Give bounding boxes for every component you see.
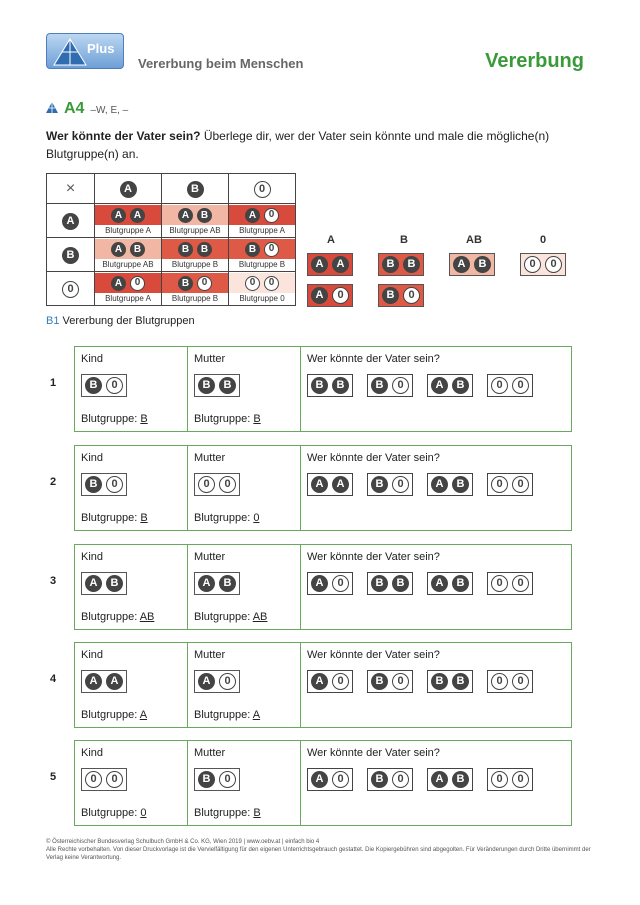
allele-A-icon: A (332, 256, 349, 273)
allele-0-icon: 0 (85, 771, 102, 788)
allele-B-icon: B (371, 771, 388, 788)
blood-group-label: Blutgruppe AB (169, 225, 221, 235)
father-option[interactable] (307, 768, 353, 791)
allele-B-icon: B (371, 377, 388, 394)
mutter-column (188, 545, 301, 629)
legend-chip (520, 253, 566, 276)
vater-question: Wer könnte der Vater sein? (307, 353, 440, 365)
allele-A-icon: A (130, 208, 145, 223)
kind-label: Kind (81, 747, 104, 759)
allele-0-icon: 0 (524, 256, 541, 273)
row-number: 2 (50, 476, 57, 488)
grid-cell (229, 238, 296, 272)
allele-A-icon: A (311, 771, 328, 788)
allele-A-icon: A (453, 256, 470, 273)
legend-label: AB (466, 234, 482, 246)
mutter-blood-group: Blutgruppe: B (194, 413, 261, 425)
allele-B-icon: B (452, 575, 469, 592)
legend-label: 0 (540, 234, 547, 246)
allele-B-icon: B (245, 242, 260, 257)
genotype-pair (95, 273, 161, 293)
task-number: A4 (64, 100, 85, 117)
vater-column (301, 545, 571, 629)
allele-B-icon: B (311, 377, 328, 394)
mutter-label: Mutter (194, 452, 226, 464)
kind-column (75, 545, 188, 629)
legend-chip (449, 253, 495, 276)
triangle-level-icon (46, 102, 58, 113)
allele-0-icon: 0 (106, 476, 123, 493)
allele-0-icon: 0 (491, 771, 508, 788)
allele-0-icon: 0 (491, 476, 508, 493)
allele-0-icon: 0 (491, 575, 508, 592)
kind-column (75, 347, 188, 431)
allele-0-icon: 0 (512, 476, 529, 493)
kind-column (75, 643, 188, 727)
mutter-genotype (194, 768, 240, 791)
genotype-pair (229, 239, 295, 259)
allele-B-icon: B (219, 377, 236, 394)
father-option[interactable] (307, 473, 353, 496)
blood-group-label: Blutgruppe AB (102, 259, 154, 269)
kind-genotype (81, 670, 127, 693)
allele-A-icon: A (62, 213, 79, 230)
grid-cell (95, 238, 162, 272)
allele-B-icon: B (178, 276, 193, 291)
exercise-row (74, 445, 572, 531)
allele-0-icon: 0 (106, 377, 123, 394)
father-option[interactable] (427, 670, 473, 693)
allele-0-icon: 0 (106, 771, 123, 788)
grid-col-header (229, 174, 296, 204)
allele-A-icon: A (85, 575, 102, 592)
blood-group-label: Blutgruppe A (239, 225, 285, 235)
legend-chip (307, 284, 353, 307)
allele-A-icon: A (111, 242, 126, 257)
row-number: 3 (50, 575, 57, 587)
exercise-row (74, 544, 572, 630)
kind-column (75, 446, 188, 530)
allele-0-icon: 0 (512, 575, 529, 592)
kind-blood-group: Blutgruppe: B (81, 512, 148, 524)
allele-B-icon: B (85, 377, 102, 394)
allele-A-icon: A (111, 276, 126, 291)
logo-text: Plus (87, 41, 115, 56)
page-heading: Vererbung (485, 50, 584, 72)
allele-B-icon: B (197, 208, 212, 223)
kind-genotype (81, 473, 127, 496)
father-option[interactable] (427, 572, 473, 595)
father-option[interactable] (367, 473, 413, 496)
father-option[interactable] (367, 374, 413, 397)
kind-blood-group: Blutgruppe: B (81, 413, 148, 425)
allele-0-icon: 0 (491, 673, 508, 690)
allele-0-icon: 0 (198, 476, 215, 493)
logo (46, 33, 124, 69)
blood-group-label: Blutgruppe B (238, 259, 286, 269)
allele-A-icon: A (178, 208, 193, 223)
allele-0-icon: 0 (332, 575, 349, 592)
subject-title: Vererbung beim Menschen (138, 56, 304, 71)
father-option[interactable] (487, 374, 533, 397)
grid-cell (95, 204, 162, 238)
mutter-column (188, 643, 301, 727)
allele-B-icon: B (371, 476, 388, 493)
mutter-column (188, 446, 301, 530)
allele-A-icon: A (111, 208, 126, 223)
father-option[interactable] (487, 768, 533, 791)
kind-column (75, 741, 188, 825)
allele-B-icon: B (382, 256, 399, 273)
allele-A-icon: A (431, 575, 448, 592)
genotype-pair (162, 273, 228, 293)
allele-B-icon: B (431, 673, 448, 690)
vater-question: Wer könnte der Vater sein? (307, 747, 440, 759)
grid-col-header (162, 174, 229, 204)
allele-A-icon: A (85, 673, 102, 690)
grid-corner: × (47, 174, 95, 204)
row-number: 1 (50, 377, 57, 389)
allele-B-icon: B (371, 673, 388, 690)
exercise-row (74, 346, 572, 432)
grid-cell (229, 272, 296, 306)
grid-row-header (47, 272, 95, 306)
allele-A-icon: A (106, 673, 123, 690)
mutter-label: Mutter (194, 353, 226, 365)
vater-column (301, 347, 571, 431)
mutter-genotype (194, 473, 240, 496)
allele-A-icon: A (311, 673, 328, 690)
father-option[interactable] (427, 374, 473, 397)
footer (46, 838, 606, 862)
allele-B-icon: B (197, 242, 212, 257)
allele-0-icon: 0 (545, 256, 562, 273)
kind-blood-group: Blutgruppe: AB (81, 611, 155, 623)
allele-0-icon: 0 (219, 673, 236, 690)
allele-A-icon: A (120, 181, 137, 198)
allele-0-icon: 0 (332, 771, 349, 788)
allele-B-icon: B (452, 673, 469, 690)
legend-label: B (400, 234, 408, 246)
allele-B-icon: B (371, 575, 388, 592)
kind-label: Kind (81, 551, 104, 563)
allele-B-icon: B (178, 242, 193, 257)
allele-A-icon: A (311, 575, 328, 592)
vater-column (301, 643, 571, 727)
allele-A-icon: A (245, 208, 260, 223)
father-option[interactable] (307, 572, 353, 595)
allele-0-icon: 0 (130, 276, 145, 291)
figure-caption (46, 315, 195, 327)
mutter-blood-group: Blutgruppe: 0 (194, 512, 260, 524)
allele-0-icon: 0 (392, 476, 409, 493)
allele-0-icon: 0 (512, 377, 529, 394)
allele-0-icon: 0 (392, 377, 409, 394)
mutter-column (188, 741, 301, 825)
mutter-label: Mutter (194, 551, 226, 563)
allele-B-icon: B (130, 242, 145, 257)
mutter-genotype (194, 374, 240, 397)
allele-B-icon: B (382, 287, 399, 304)
allele-A-icon: A (311, 256, 328, 273)
grid-cell (162, 238, 229, 272)
allele-B-icon: B (452, 377, 469, 394)
kind-label: Kind (81, 353, 104, 365)
genotype-pair (95, 205, 161, 225)
father-option[interactable] (487, 572, 533, 595)
grid-row-header (47, 204, 95, 238)
footer-rights: Alle Rechte vorbehalten. Von dieser Druckvorlage ist die Vervielfältigung für den eigenen Unterrichtsgebrauch gestattet. Die Kopiergebühren sind abgegolten. Für Veränderungen durch Dritte übernimmt der Verlag keine Verantwortung. (46, 847, 591, 861)
vater-question: Wer könnte der Vater sein? (307, 452, 440, 464)
mutter-blood-group: Blutgruppe: AB (194, 611, 268, 623)
kind-genotype (81, 374, 127, 397)
allele-B-icon: B (452, 476, 469, 493)
grid-col-header (95, 174, 162, 204)
allele-B-icon: B (85, 476, 102, 493)
kind-genotype (81, 572, 127, 595)
punnett-grid (46, 173, 296, 306)
triangle-logo-icon (53, 38, 87, 66)
allele-0-icon: 0 (491, 377, 508, 394)
allele-A-icon: A (332, 476, 349, 493)
father-option[interactable] (307, 374, 353, 397)
mutter-label: Mutter (194, 649, 226, 661)
task-instruction (46, 127, 586, 163)
exercise-row (74, 740, 572, 826)
task-question: Wer könnte der Vater sein? (46, 129, 201, 143)
allele-B-icon: B (198, 377, 215, 394)
allele-B-icon: B (62, 247, 79, 264)
genotype-pair (229, 205, 295, 225)
kind-label: Kind (81, 452, 104, 464)
father-option[interactable] (427, 473, 473, 496)
legend-chip (307, 253, 353, 276)
legend-chip (378, 284, 424, 307)
kind-genotype (81, 768, 127, 791)
grid-row-header (47, 238, 95, 272)
kind-blood-group: Blutgruppe: 0 (81, 807, 147, 819)
kind-label: Kind (81, 649, 104, 661)
legend-label: A (327, 234, 335, 246)
allele-0-icon: 0 (403, 287, 420, 304)
row-number: 4 (50, 673, 57, 685)
mutter-genotype (194, 572, 240, 595)
allele-0-icon: 0 (219, 476, 236, 493)
caption-prefix: B1 (46, 315, 60, 327)
allele-0-icon: 0 (332, 673, 349, 690)
father-option[interactable] (427, 768, 473, 791)
legend-chip (378, 253, 424, 276)
row-number: 5 (50, 771, 57, 783)
allele-0-icon: 0 (264, 276, 279, 291)
mutter-column (188, 347, 301, 431)
caption-text: Vererbung der Blutgruppen (62, 315, 195, 327)
blood-group-label: Blutgruppe B (171, 259, 219, 269)
vater-column (301, 446, 571, 530)
footer-copyright: © Österreichischer Bundesverlag Schulbuch GmbH & Co. KG, Wien 2019 | www.oebv.at | einfach bio 4 (46, 839, 320, 845)
allele-A-icon: A (198, 673, 215, 690)
grid-cell (229, 204, 296, 238)
allele-0-icon: 0 (219, 771, 236, 788)
allele-B-icon: B (198, 771, 215, 788)
genotype-pair (162, 239, 228, 259)
blood-group-label: Blutgruppe B (171, 293, 219, 303)
allele-B-icon: B (187, 181, 204, 198)
allele-0-icon: 0 (264, 208, 279, 223)
kind-blood-group: Blutgruppe: A (81, 709, 148, 721)
mutter-genotype (194, 670, 240, 693)
father-option[interactable] (367, 670, 413, 693)
allele-0-icon: 0 (332, 287, 349, 304)
allele-B-icon: B (219, 575, 236, 592)
grid-cell (162, 272, 229, 306)
blood-group-label: Blutgruppe 0 (239, 293, 285, 303)
vater-column (301, 741, 571, 825)
genotype-pair (162, 205, 228, 225)
father-option[interactable] (367, 572, 413, 595)
allele-A-icon: A (431, 476, 448, 493)
blood-group-label: Blutgruppe A (105, 225, 151, 235)
genotype-pair (229, 273, 295, 293)
allele-B-icon: B (474, 256, 491, 273)
allele-0-icon: 0 (392, 673, 409, 690)
allele-A-icon: A (198, 575, 215, 592)
allele-0-icon: 0 (62, 281, 79, 298)
allele-0-icon: 0 (512, 673, 529, 690)
father-option[interactable] (487, 670, 533, 693)
father-option[interactable] (307, 670, 353, 693)
allele-0-icon: 0 (264, 242, 279, 257)
task-text: Überlege dir, wer der Vater sein könnte und male die mögliche(n) Blutgruppe(n) an. (46, 129, 550, 161)
allele-B-icon: B (452, 771, 469, 788)
task-tags: –W, E, – (90, 105, 129, 116)
father-option[interactable] (367, 768, 413, 791)
allele-B-icon: B (332, 377, 349, 394)
allele-B-icon: B (106, 575, 123, 592)
task-id (46, 100, 128, 118)
vater-question: Wer könnte der Vater sein? (307, 649, 440, 661)
allele-0-icon: 0 (254, 181, 271, 198)
allele-0-icon: 0 (245, 276, 260, 291)
allele-A-icon: A (431, 771, 448, 788)
allele-0-icon: 0 (197, 276, 212, 291)
genotype-pair (95, 239, 161, 259)
allele-B-icon: B (392, 575, 409, 592)
allele-B-icon: B (403, 256, 420, 273)
allele-0-icon: 0 (392, 771, 409, 788)
mutter-label: Mutter (194, 747, 226, 759)
vater-question: Wer könnte der Vater sein? (307, 551, 440, 563)
father-option[interactable] (487, 473, 533, 496)
allele-A-icon: A (311, 476, 328, 493)
mutter-blood-group: Blutgruppe: B (194, 807, 261, 819)
mutter-blood-group: Blutgruppe: A (194, 709, 261, 721)
grid-cell (162, 204, 229, 238)
allele-A-icon: A (311, 287, 328, 304)
allele-0-icon: 0 (512, 771, 529, 788)
grid-cell (95, 272, 162, 306)
blood-group-label: Blutgruppe A (105, 293, 151, 303)
exercise-row (74, 642, 572, 728)
allele-A-icon: A (431, 377, 448, 394)
